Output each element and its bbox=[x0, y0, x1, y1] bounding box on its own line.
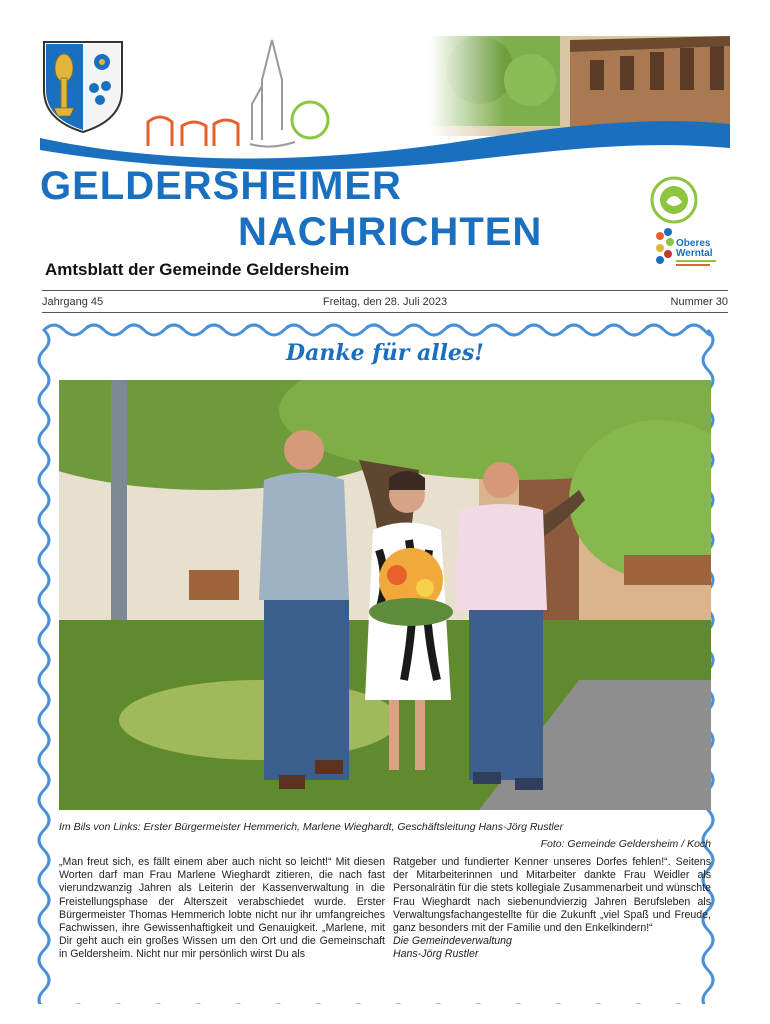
issue-number: Nummer 30 bbox=[670, 296, 728, 308]
article-text-right: Ratgeber und fundierter Kenner unseres Dorfes fehlen!“. Seitens der Mitarbeiterinnen und Mitarbeiter dankte Frau Weidler als Personalrätin für die stets kollegiale Zusammenarbeit und wünschte Frau Wieghardt nach siebenundvierzig Jahren Berufsleben als Verwaltungsfachangestellte für die Zukunft „viel Spaß und Freude, ganz besonders mit der Familie und den Enkelkindern!“ bbox=[393, 856, 711, 935]
article-column-left bbox=[59, 856, 385, 962]
partner-logo-text-line2: Werntal bbox=[676, 248, 713, 259]
volume-label: Jahrgang 45 bbox=[42, 296, 104, 308]
photo-credit: Foto: Gemeinde Geldersheim / Koch bbox=[540, 838, 711, 850]
article-photo bbox=[59, 380, 711, 810]
article-headline: Danke für alles! bbox=[286, 340, 484, 366]
village-photo bbox=[430, 36, 730, 136]
village-line-art bbox=[148, 40, 328, 147]
masthead-subtitle: Amtsblatt der Gemeinde Geldersheim bbox=[45, 260, 350, 279]
photo-caption: Im Bils von Links: Erster Bürgermeister Hemmerich, Marlene Wieghardt, Geschäftsleitung Hans-Jörg Rustler bbox=[59, 821, 564, 833]
issue-date: Freitag, den 28. Juli 2023 bbox=[322, 296, 448, 308]
blue-swoosh bbox=[40, 121, 730, 170]
signature-line1: Die Gemeindeverwaltung bbox=[393, 935, 512, 948]
regional-seal-icon bbox=[650, 176, 698, 224]
masthead-rule-top bbox=[42, 290, 728, 291]
article-text-left: „Man freut sich, es fällt einem aber auch nicht so leicht!“ Mit diesen Worten darf man Frau Marlene Wieghardt zitieren, die nach fast vierundzwanzig Jahren als Leiterin der Kassenverwaltung in die Freistellungsphase der Alterszeit verabschiedet wurde. Erster Bürgermeister Thomas Hemmerich lobte nicht nur ihr umfangreiches Fachwissen, ihre Gewissenhaftigkeit und Genauigkeit. „Marlene, mit Dir geht auch ein großes Wissen um den Ort und die Gemeinschaft in Geldersheim. Nicht nur mir persönlich wirst Du als bbox=[59, 856, 385, 961]
signature-line2: Hans-Jörg Rustler bbox=[393, 948, 479, 961]
coat-of-arms-icon bbox=[40, 38, 126, 134]
article-column-right bbox=[393, 856, 711, 962]
person-left bbox=[259, 430, 349, 789]
partner-logo-text-line1: Oberes bbox=[676, 238, 711, 249]
masthead-rule-bottom bbox=[42, 312, 728, 313]
masthead-title-line2: NACHRICHTEN bbox=[238, 210, 543, 254]
masthead-title-line1: GELDERSHEIMER bbox=[40, 164, 402, 208]
